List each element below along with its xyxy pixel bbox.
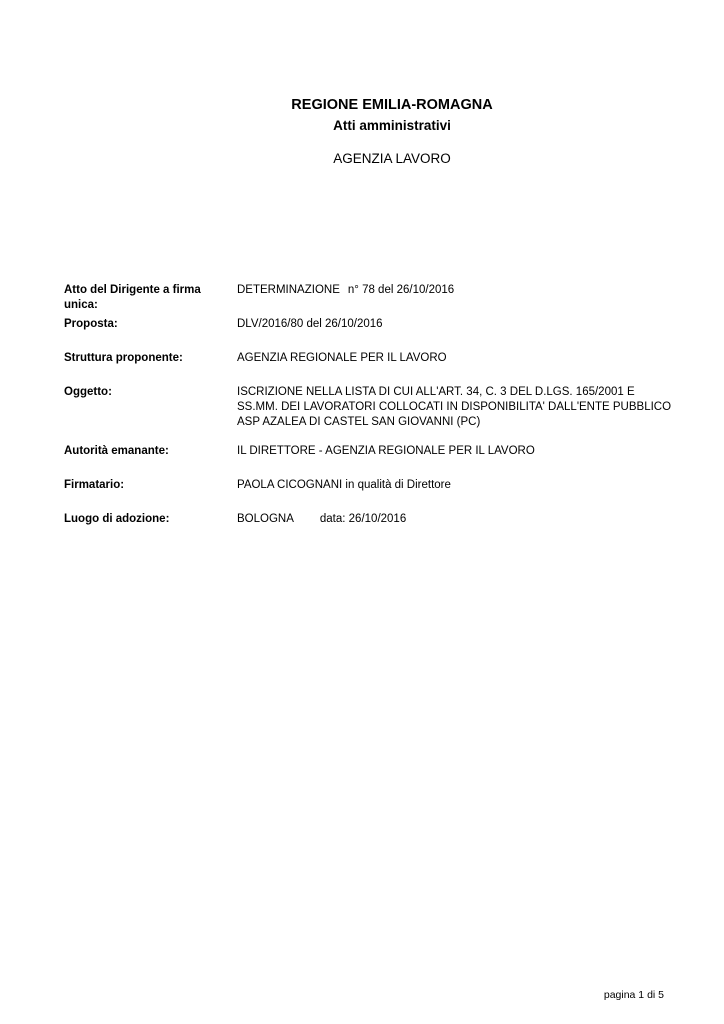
field-label-atto: Atto del Dirigente a firma unica: bbox=[64, 284, 201, 311]
page-number: pagina 1 di 5 bbox=[603, 989, 664, 1001]
act-type: DETERMINAZIONE bbox=[237, 284, 340, 296]
field-label-luogo: Luogo di adozione: bbox=[64, 513, 170, 525]
field-value-luogo bbox=[237, 512, 674, 527]
act-number: n° 78 del 26/10/2016 bbox=[347, 284, 455, 296]
field-value-struttura: AGENZIA REGIONALE PER IL LAVORO bbox=[237, 352, 447, 364]
field-label-struttura: Struttura proponente: bbox=[64, 352, 183, 364]
field-value-proposta: DLV/2016/80 del 26/10/2016 bbox=[237, 318, 383, 330]
field-value-oggetto: ISCRIZIONE NELLA LISTA DI CUI ALL'ART. 34, C. 3 DEL D.LGS. 165/2001 E SS.MM. DEI LAVORATORI COLLOCATI IN DISPONIBILITA' DALL'ENTE PUBBLICO ASP AZALEA DI CASTEL SAN GIOVANNI (PC) bbox=[237, 386, 672, 428]
adoption-place: BOLOGNA bbox=[237, 513, 294, 525]
adoption-date: data: 26/10/2016 bbox=[319, 513, 407, 525]
field-label-proposta: Proposta: bbox=[64, 318, 118, 330]
region-title: REGIONE EMILIA-ROMAGNA bbox=[291, 97, 493, 113]
field-value-autorita: IL DIRETTORE - AGENZIA REGIONALE PER IL LAVORO bbox=[237, 445, 535, 457]
region-subtitle: Atti amministrativi bbox=[333, 118, 451, 133]
field-value-atto bbox=[237, 283, 674, 298]
field-value-firmatario: PAOLA CICOGNANI in qualità di Direttore bbox=[237, 479, 451, 491]
field-label-firmatario: Firmatario: bbox=[64, 479, 125, 491]
field-label-autorita: Autorità emanante: bbox=[64, 445, 169, 457]
agency-name: AGENZIA LAVORO bbox=[333, 151, 451, 166]
field-label-oggetto: Oggetto: bbox=[64, 386, 112, 398]
